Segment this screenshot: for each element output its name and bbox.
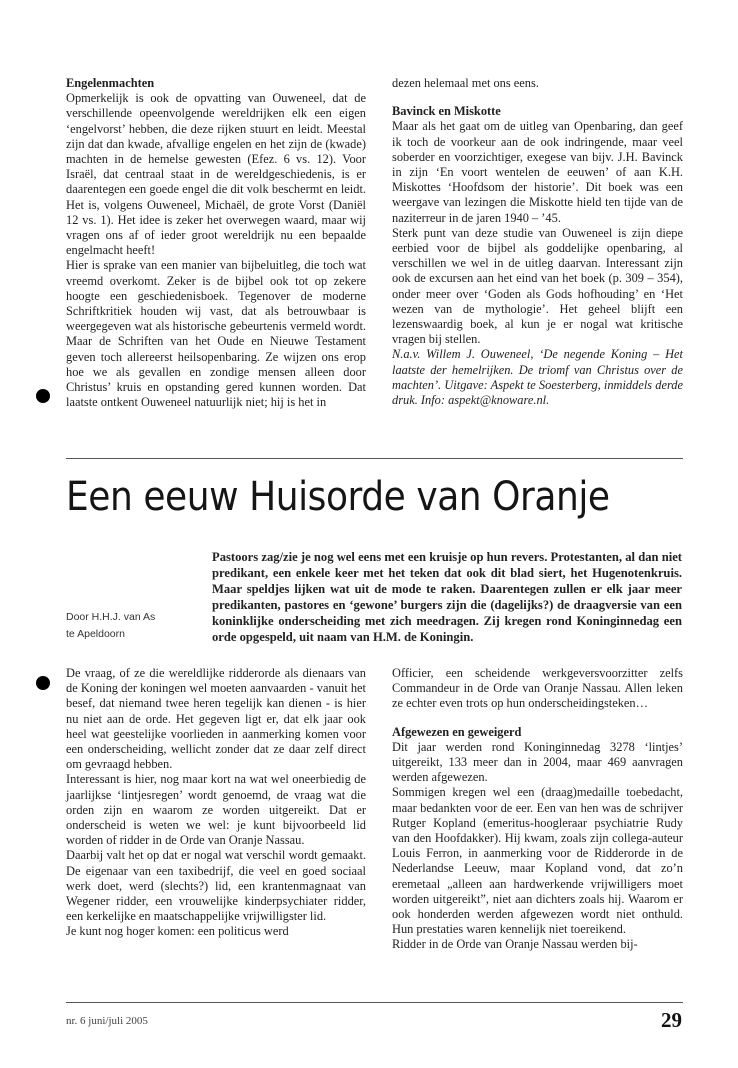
article-lead: Pastoors zag/zie je nog wel eens met een kruisje op hun revers. Protestanten, al dan niet predikant, een enkele keer met het teken dat ook dit blad siert, het Hugenotenkruis. Maar speldjes lijken wat uit de mode te raken. Daarentegen zullen er elk jaar meer predikanten, pastores en ‘gewone’ burgers zijn die (dagelijks?) de draagversie van een koninklijke onderscheiding met zich meedragen. Zij kregen rond Koninginnedag een orde opgespeld, uit naam van H.M. de Koningin. [212,550,682,645]
top-left-column [66,76,366,410]
byline-place: te Apeldoorn [66,627,125,640]
paragraph: De vraag, of ze die wereldlijke ridderorde als dienaars van de Koning der koningen wel moeten aanvaarden - vanuit het besef, dat niemand twee heren tegelijk kan dienen - is hier nu niet aan de orde. Het gegeven ligt er, dat elk jaar ook heel wat geestelijke voorlieden in aanmerking komen voor een onderscheiding, wellicht zonder dat ze daar zelf direct om gevraagd hebben. [66,666,366,772]
issue-label: nr. 6 juni/juli 2005 [66,1015,148,1027]
paragraph: Sterk punt van deze studie van Ouweneel is zijn diepe eerbied voor de bijbel als goddelijke openbaring, al verschillen we wel in de uitleg daarvan. Interessant zijn ook de excursen aan het eind van het boek (p. 309 – 354), onder meer over ‘Goden als Gods hofhouding’ en ‘Het wezen van de mythologie’. Het geheel blijft een lezenswaardig boek, al kun je er nogal wat kritische vragen bij stellen. [392,225,683,347]
paragraph: dezen helemaal met ons eens. [392,76,539,90]
section-heading: Bavinck en Miskotte [392,104,501,119]
page-number: 29 [661,1008,682,1032]
section-divider [66,458,683,459]
bottom-left-column [66,666,366,940]
margin-bullet [36,676,50,690]
paragraph: Je kunt nog hoger komen: een politicus werd [66,924,289,939]
paragraph: Maar als het gaat om de uitleg van Openbaring, dan geef ik toch de voorkeur aan de ook indringende, maar veel soberder en voorzichtiger, exegese van bijv. J.H. Bavinck in zijn ‘En voort wentelen de eeuwen’ of aan K.H. Miskottes ‘Hoofdsom der historie’. Dit boek was een weergave van lezingen die Miskotte hield ten tijde van de naziterreur in de jaren 1940 – ’45. [392,119,683,225]
source-note: N.a.v. Willem J. Ouweneel, ‘De negende Koning – Het laatste der hemelrijken. De triomf van Christus over de machten’. Uitgave: Aspekt te Soesterberg, inmiddels derde druk. Info: aspekt@knoware.nl. [392,347,683,408]
paragraph: Ridder in de Orde van Oranje Nassau werden bij- [392,937,638,952]
paragraph: Dit jaar werden rond Koninginnedag 3278 ‘lintjes’ uitgereikt, 133 meer dan in 2004, maar 469 aanvragen werden afgewezen. [392,739,683,785]
margin-bullet [36,389,50,403]
article-title: Een eeuw Huisorde van Oranje [66,474,610,520]
footer-divider [66,1002,683,1003]
paragraph: Officier, een scheidende werkgeversvoorzitter zelfs Commandeur in de Orde van Oranje Nassau. Allen leken ze echter even trots op hun onderscheidingsteken… [392,666,683,711]
byline-author: Door H.H.J. van As [66,611,156,623]
top-right-column [392,76,683,408]
bottom-right-column [392,666,683,953]
byline [66,609,196,642]
paragraph: Daarbij valt het op dat er nogal wat verschil wordt gemaakt. De eigenaar van een taxibedrijf, die veel en goed sociaal werk doet, werd (slechts?) lid, een krantenmagnaat van Wegener ridder, een vrouwelijke kinderpsychiater ridder, een kerkelijke en maatschappelijke vrijwilligster lid. [66,848,366,924]
section-heading: Afgewezen en geweigerd [392,724,522,739]
section-heading: Engelenmachten [66,76,155,90]
paragraph: Sommigen kregen wel een (draag)medaille toebedacht, maar bedankten voor de eer. Een van hen was de schrijver Rutger Kopland (emeritus-hoogleraar psychiatrie Rudy van den Hoofdakker). Hij kwam, zoals zijn collega-auteur Louis Ferron, in aanmerking voor de Ridderorde in de Nederlandse Leeuw, maar Kopland vond, dat zo’n eremetaal „alleen aan hardwerkende vrijwilligers moet worden uitgereikt”, niet aan dichters zoals hij. Waarom er ook honderden werden afgewezen wordt niet onthuld. Hun prestaties waren kennelijk niet toereikend. [392,785,683,937]
paragraph: Opmerkelijk is ook de opvatting van Ouweneel, dat de verschillende opeenvolgende wereldrijken elk een eigen ‘engelvorst’ hebben, die deze rijken stuurt en leidt. Meestal zijn dat dan kwade, afvallige engelen en het zijn de (kwade) machten in de hemelse gewesten (Efez. 6 vs. 12). Voor Israël, dat centraal staat in de wereldgeschiedenis, is er daarentegen een goede engel die dit volk beschermt en leidt. Het is, volgens Ouweneel, Michaël, de grote Vorst (Daniël 12 vs. 1). Het idee is zeker het overwegen waard, maar wij vragen ons af of ieder groot wereldrijk nu een bepaalde engelmacht heeft! [66,91,366,258]
paragraph: Interessant is hier, nog maar kort na wat wel oneerbiedig de jaarlijkse ‘lintjesregen’ wordt genoemd, de vraag wat die orden zijn en waarom ze worden uitgereikt. Dat er onderscheid is weten we wel: je kunt bijvoorbeeld lid worden of ridder in de Orde van Oranje Nassau. [66,772,366,848]
paragraph: Hier is sprake van een manier van bijbeluitleg, die toch wat vreemd overkomt. Zeker is de bijbel ook tot op zekere hoogte een geschiedenisboek. Tegenover de moderne Schriftkritiek houden wij vast, dat als betrouwbaar is weergegeven wat als historische gebeurtenis vermeld wordt. Maar de Schriften van het Oude en Nieuwe Testament geven toch allereerst heilsopenbaring. Ze wijzen ons erop hoe we als gevallen en zondige mensen alleen door Christus’ kruis en opstanding gered kunnen worden. Dat laatste ontkent Ouweneel natuurlijk niet; hij is het in [66,258,366,410]
